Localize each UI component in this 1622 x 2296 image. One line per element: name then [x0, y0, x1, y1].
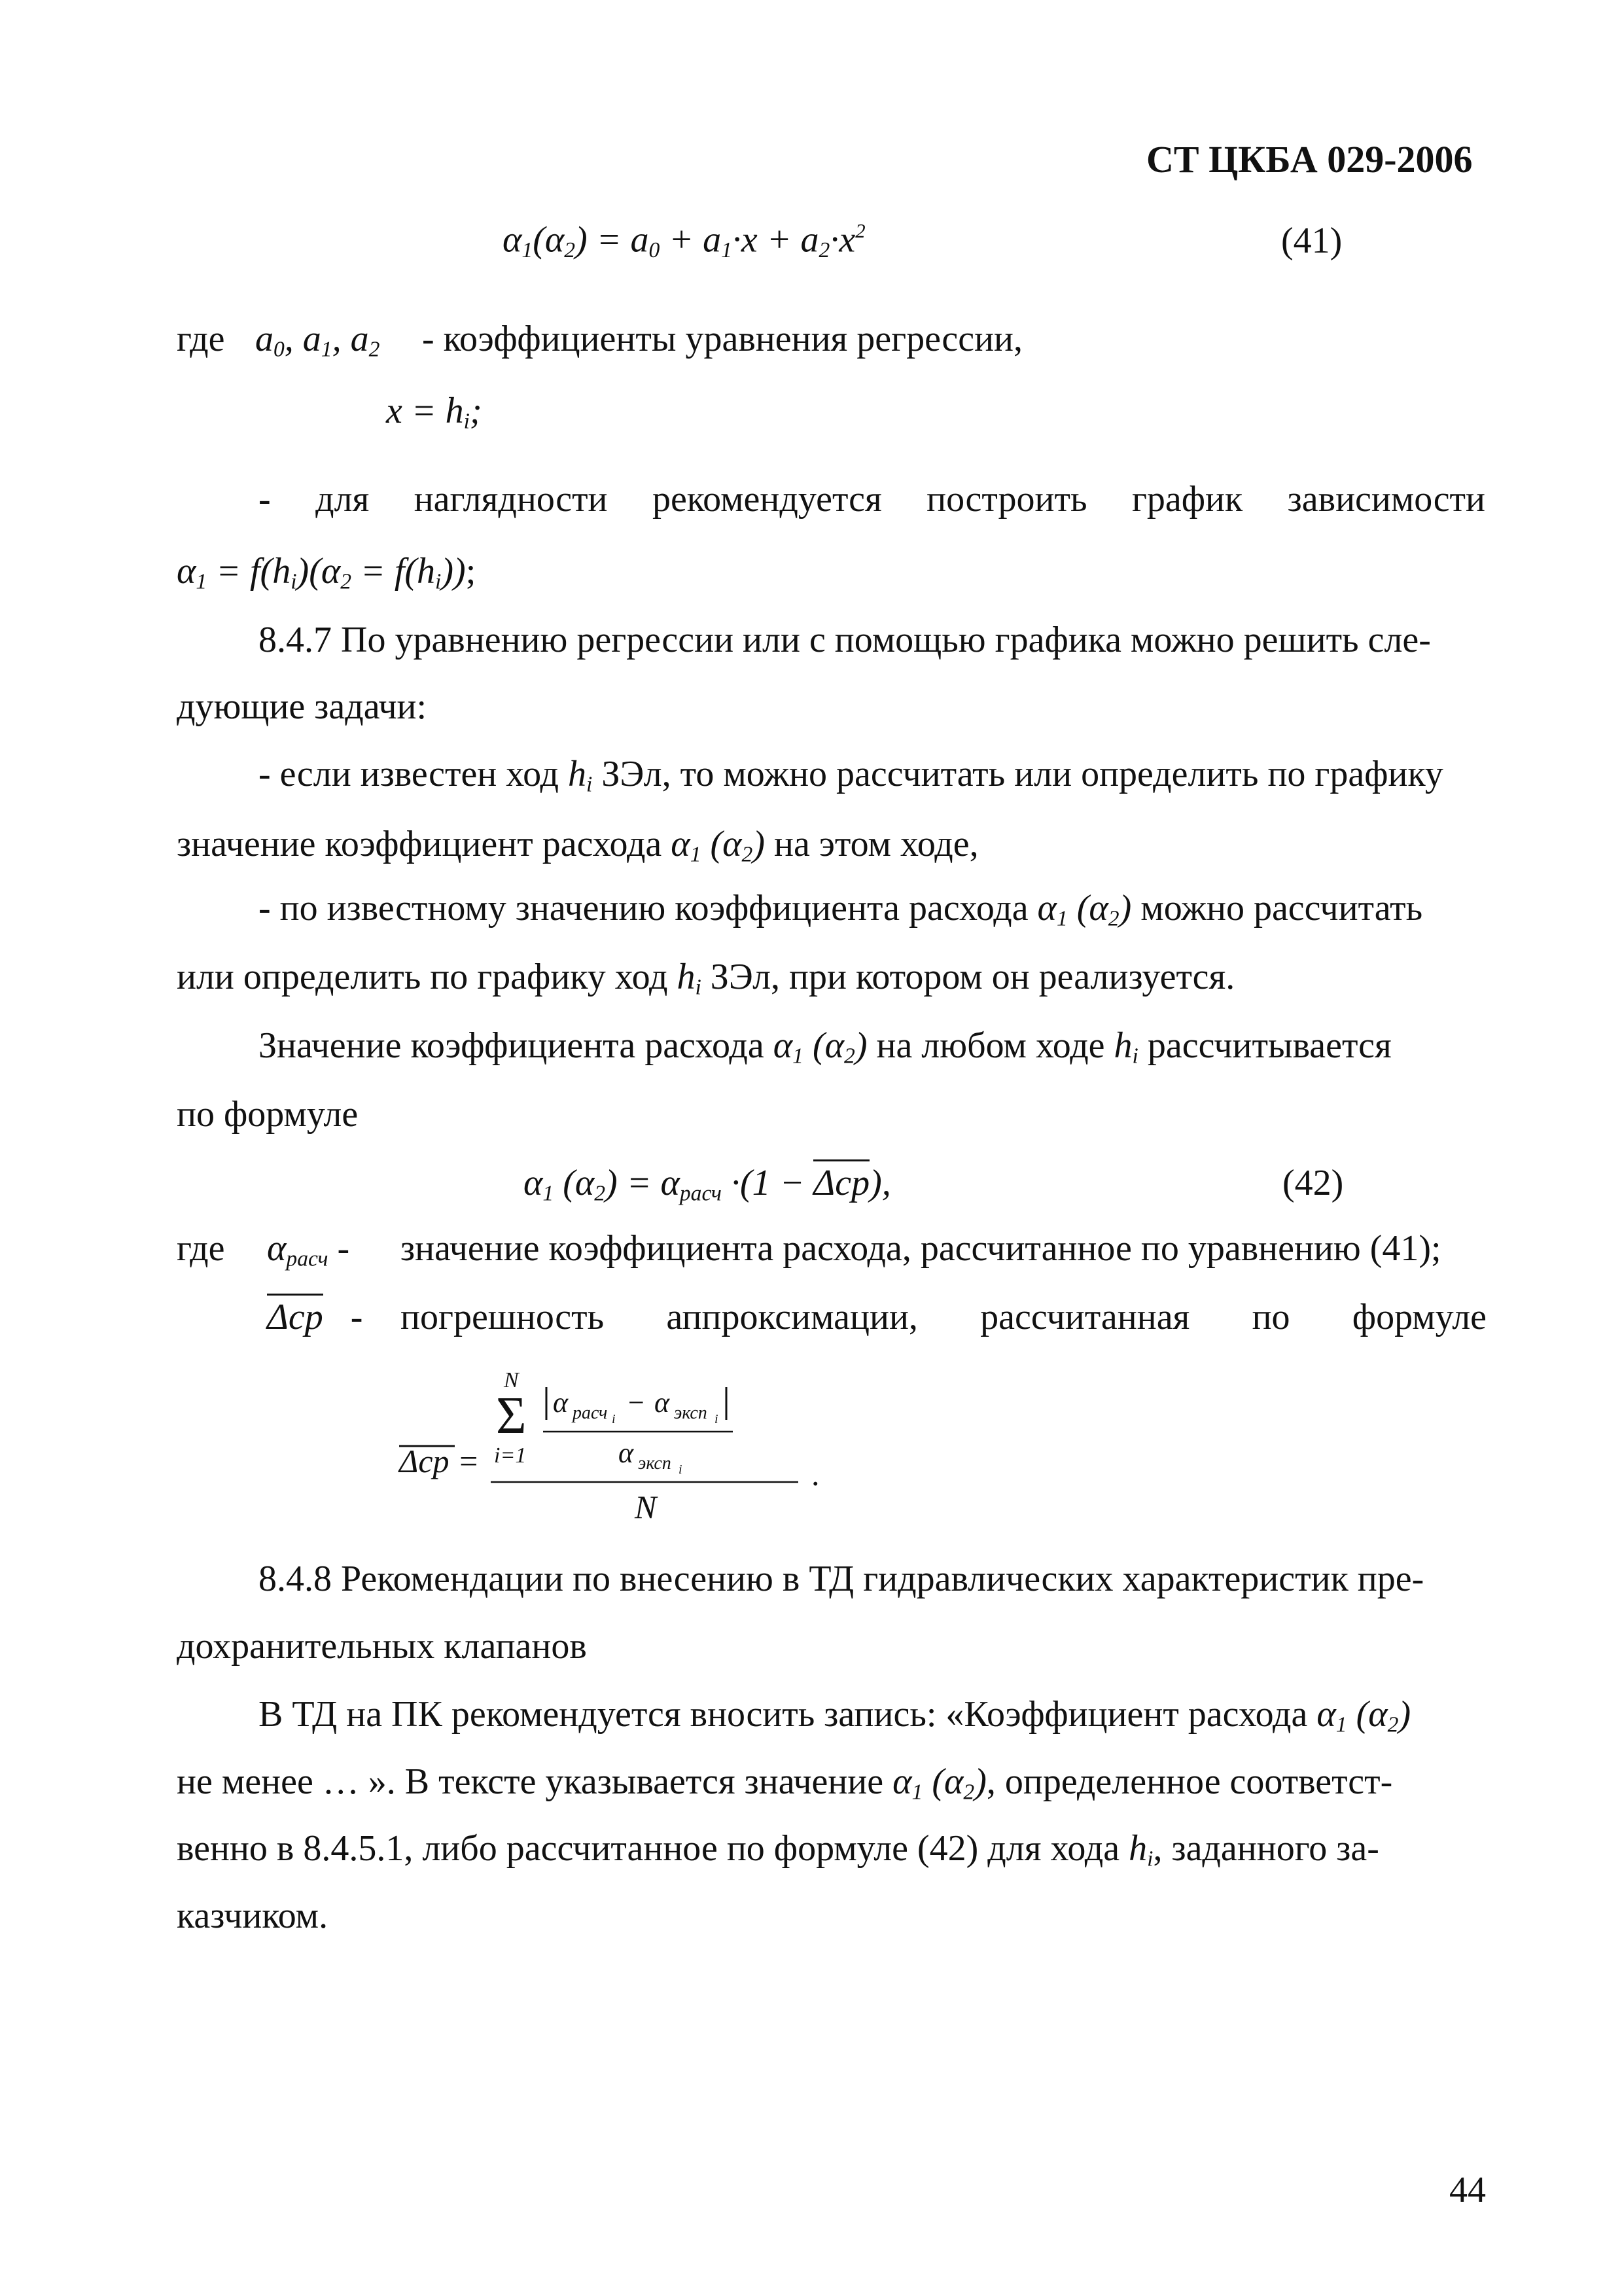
word: -: [258, 479, 271, 520]
para-value-line1: Значение коэффициента расхода $\alpha_1$ $(\alpha_2)$ на любом ходе $h_i$ рассчитывается: [258, 1025, 1392, 1069]
text: на этом ходе,: [774, 824, 979, 864]
svg-text:i: i: [714, 1412, 718, 1426]
para-848-line1: 8.4.8 Рекомендации по внесению в ТД гидравлических характеристик пре-: [258, 1559, 1424, 1599]
text: значение коэффициент расхода: [177, 824, 662, 864]
bullet-known-stroke-cont: значение коэффициент расхода $\alpha_1$ $(\alpha_2)$ на этом ходе,: [177, 824, 979, 867]
alpha-calc-desc: значение коэффициента расхода, рассчитанное по уравнению (41);: [400, 1228, 1441, 1269]
word: рекомендуется: [652, 479, 882, 520]
word: наглядности: [414, 479, 608, 520]
delta-cp-symbol: Δcp -: [267, 1299, 362, 1335]
para-td-line1: В ТД на ПК рекомендуется вносить запись: «Коэффициент расхода $\alpha_1$ $(\alpha_2)$: [258, 1694, 1411, 1737]
equation-41: $\alpha_1(\alpha_2) = a_0 + a_1\cdot x + a_2\cdot x^2$: [502, 219, 866, 262]
text: ЗЭл, то можно рассчитать или определить по графику: [601, 754, 1443, 794]
text: - если известен ход: [258, 754, 559, 794]
text: на любом ходе: [876, 1025, 1105, 1066]
text: рассчитывается: [1147, 1025, 1392, 1066]
text: определенное соответст-: [1004, 1761, 1393, 1802]
regression-coeffs-desc: - коэффициенты уравнения регрессии,: [422, 319, 1023, 359]
svg-text:эксп: эксп: [674, 1403, 707, 1423]
word: по: [1252, 1297, 1290, 1337]
text: , заданного за-: [1153, 1828, 1379, 1869]
x-definition: $x = h_i$;: [386, 391, 482, 434]
svg-text:Δcp =: Δcp =: [399, 1443, 480, 1479]
regression-coeffs-symbols: $a_0$, $a_1$, $a_2$: [255, 319, 380, 362]
svg-text:i=1: i=1: [494, 1443, 527, 1468]
svg-text:N: N: [504, 1368, 519, 1392]
svg-text:α: α: [654, 1386, 670, 1419]
svg-text:расч: расч: [573, 1403, 608, 1423]
equation-42-number: (42): [1282, 1163, 1344, 1203]
equation-41-number: (41): [1281, 221, 1343, 261]
svg-text:.: .: [811, 1456, 820, 1492]
word: зависимости: [1287, 479, 1485, 520]
svg-text:α: α: [553, 1386, 569, 1419]
para-848-line2: дохранительных клапанов: [177, 1626, 587, 1667]
dependence-formula: $\alpha_1 = f(h_i)(\alpha_2 = f(h_i))$;: [177, 551, 476, 594]
bullet-known-stroke: - если известен ход $h_i$ ЗЭл, то можно рассчитать или определить по графику: [258, 754, 1443, 797]
delta-cp-desc: [400, 1299, 1487, 1335]
bullet-known-coeff: - по известному значению коэффициента расхода $\alpha_1$ $(\alpha_2)$ можно рассчитать: [258, 888, 1423, 931]
text: или определить по графику ход: [177, 957, 668, 997]
word: рассчитанная: [980, 1297, 1190, 1337]
word: аппроксимации,: [666, 1297, 918, 1337]
word: построить: [926, 479, 1087, 520]
page-number: 44: [1449, 2170, 1486, 2210]
text: Значение коэффициента расхода: [258, 1025, 764, 1066]
bullet-plot-line: [258, 481, 1485, 518]
semicolon: ;: [465, 551, 476, 592]
word: для: [315, 479, 370, 520]
text: можно рассчитать: [1140, 888, 1423, 928]
svg-text:α: α: [618, 1437, 634, 1469]
text: ЗЭл, при котором он реализуется.: [710, 957, 1235, 997]
word: погрешность: [400, 1297, 605, 1337]
svg-text:i: i: [612, 1412, 616, 1426]
para-value-line2: по формуле: [177, 1094, 359, 1135]
equation-42: $\alpha_1$ $(\alpha_2) = \alpha_{расч} \cdot(1 - \Delta cp)$,: [523, 1165, 891, 1205]
para-td-line2: не менее … ». В тексте указывается значение $\alpha_1$ $(\alpha_2)$, определенное соответст-: [177, 1761, 1393, 1805]
para-td-line3: венно в 8.4.5.1, либо рассчитанное по формуле (42) для хода $h_i$, заданного за-: [177, 1828, 1379, 1871]
where-label: где: [177, 319, 225, 359]
alpha-calc-symbol: $\alpha_{расч}$ -: [267, 1228, 350, 1271]
text: - по известному значению коэффициента расхода: [258, 888, 1029, 928]
svg-text:−: −: [628, 1386, 644, 1419]
delta-cp-formula: [393, 1361, 851, 1525]
para-847-line2: дующие задачи:: [177, 686, 427, 727]
word: формуле: [1352, 1297, 1487, 1337]
para-td-line4: казчиком.: [177, 1896, 328, 1936]
word: график: [1131, 479, 1243, 520]
text: венно в 8.4.5.1, либо рассчитанное по формуле (42) для хода: [177, 1828, 1120, 1869]
svg-text:эксп: эксп: [638, 1453, 671, 1474]
bullet-known-coeff-cont: или определить по графику ход $h_i$ ЗЭл, при котором он реализуется.: [177, 957, 1235, 1000]
para-847-line1: 8.4.7 По уравнению регрессии или с помощью графика можно решить сле-: [258, 620, 1431, 660]
text: не менее … ». В тексте указывается значение: [177, 1761, 884, 1802]
where-label-2: где: [177, 1228, 225, 1269]
svg-text:i: i: [679, 1462, 682, 1477]
text: В ТД на ПК рекомендуется вносить запись: «Коэффициент расхода: [258, 1694, 1308, 1735]
svg-text:Σ: Σ: [496, 1387, 527, 1445]
svg-text:N: N: [635, 1489, 657, 1525]
document-code: СТ ЦКБА 029-2006: [1146, 138, 1473, 181]
